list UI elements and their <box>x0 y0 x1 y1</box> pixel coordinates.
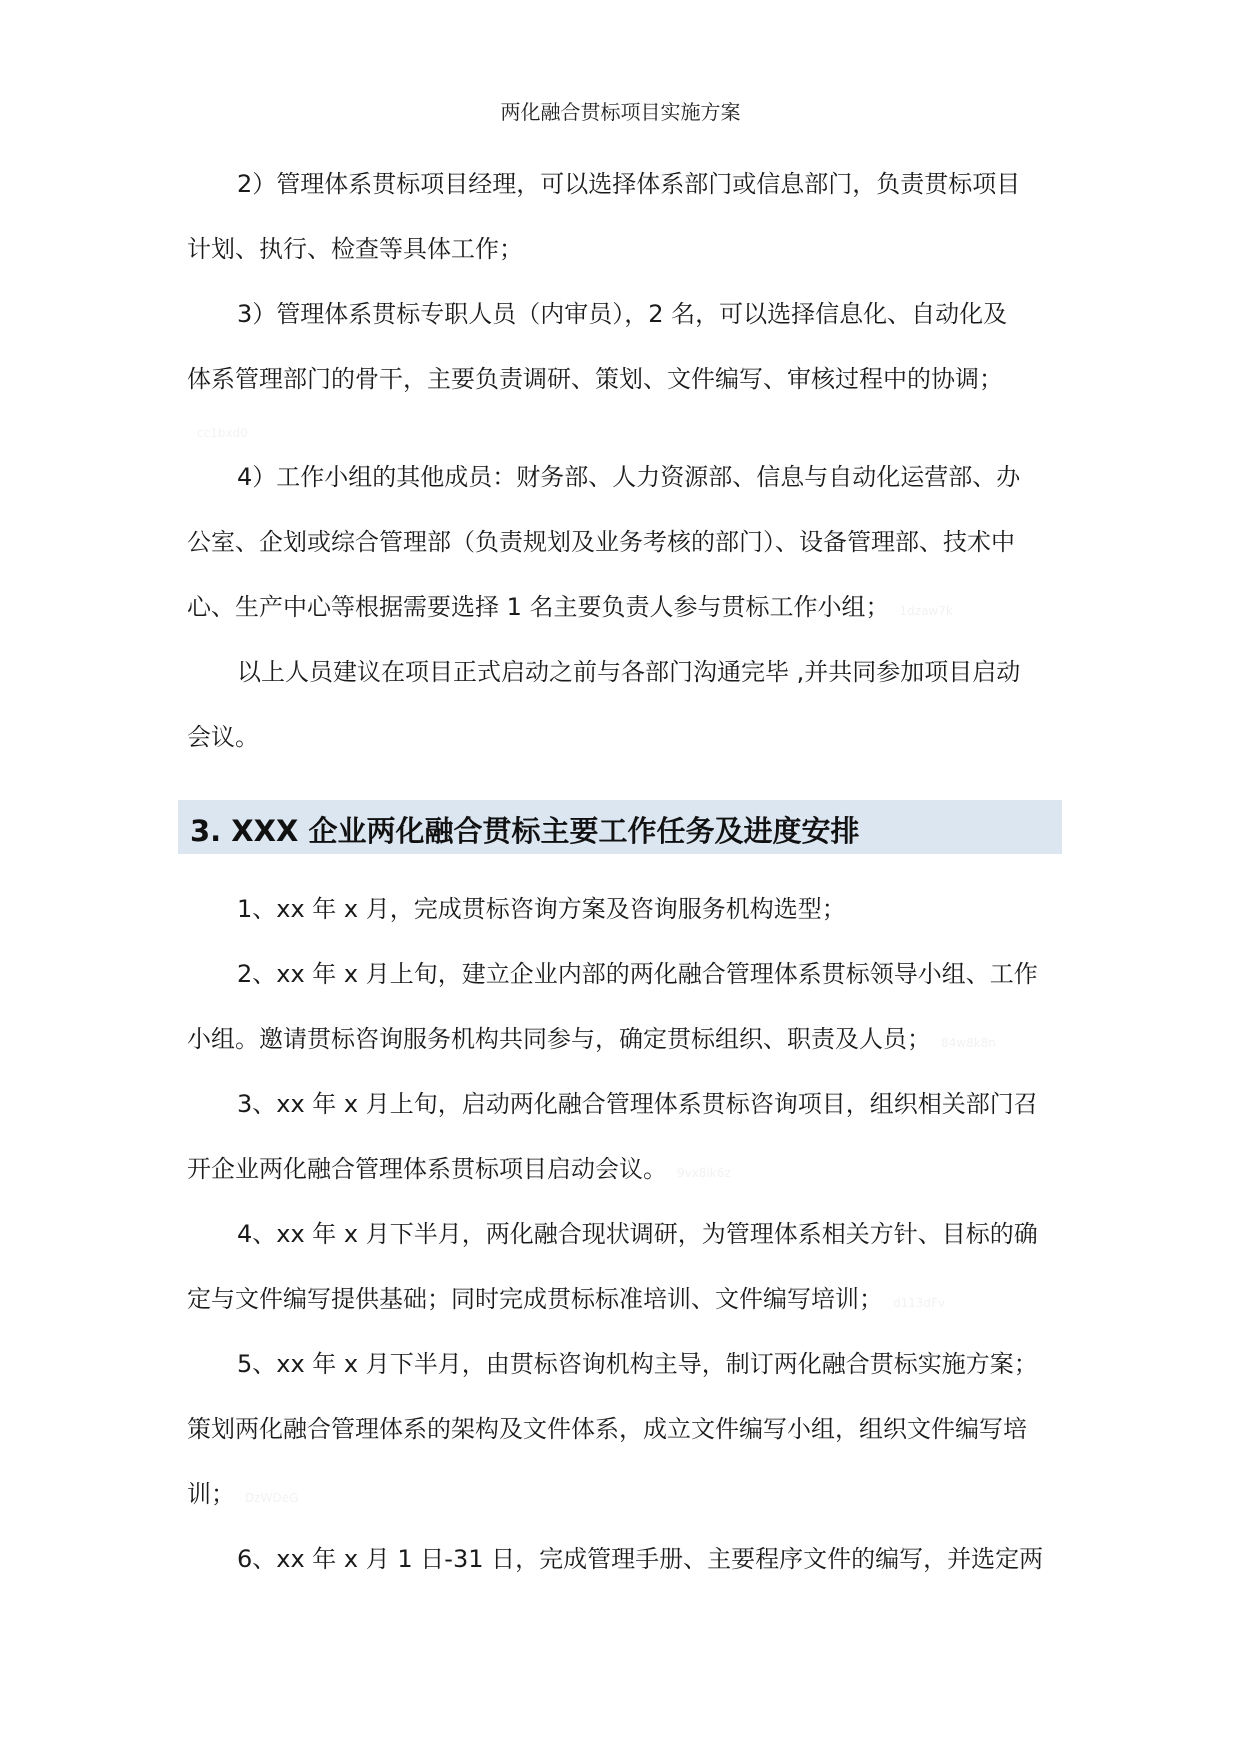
para-summary-line-2: 会议。 <box>187 723 259 751</box>
task-2-line-2 <box>187 1024 996 1058</box>
section-3-heading: 3. XXX 企业两化融合贯标主要工作任务及进度安排 <box>190 814 860 848</box>
para-roles-3-line-1: 3）管理体系贯标专职人员（内审员），2 名，可以选择信息化、自动化及 <box>237 300 1008 328</box>
watermark-code: 84w8k8n <box>941 1036 996 1050</box>
task-5-line-3 <box>187 1479 298 1513</box>
watermark-text <box>187 414 248 448</box>
watermark-code: 9vx8ik6z <box>677 1166 731 1180</box>
section-3-heading-bar <box>178 800 1062 854</box>
task-4-line-2 <box>187 1284 945 1318</box>
task-3-line-1: 3、xx 年 x 月上旬，启动两化融合管理体系贯标咨询项目，组织相关部门召 <box>237 1090 1038 1118</box>
para-roles-2-line-1: 2）管理体系贯标项目经理，可以选择体系部门或信息部门，负责贯标项目 <box>237 170 1021 198</box>
watermark-code: d113dFv <box>893 1296 946 1310</box>
running-header: 两化融合贯标项目实施方案 <box>500 100 741 124</box>
para-roles-4-line-1: 4）工作小组的其他成员：财务部、人力资源部、信息与自动化运营部、办 <box>237 463 1021 491</box>
watermark-code: 1dzaw7k <box>899 604 953 618</box>
task-3-line-2 <box>187 1154 731 1188</box>
para-roles-4-line-2: 公室、企划或综合管理部（负责规划及业务考核的部门）、设备管理部、技术中 <box>187 528 1015 556</box>
task-5-line-2: 策划两化融合管理体系的架构及文件体系，成立文件编写小组，组织文件编写培 <box>187 1415 1027 1443</box>
watermark-code: DzWDeG <box>245 1491 299 1505</box>
task-1-line-1: 1、xx 年 x 月，完成贯标咨询方案及咨询服务机构选型； <box>237 895 846 923</box>
task-4-line-2-text: 定与文件编写提供基础；同时完成贯标标准培训、文件编写培训； <box>187 1285 883 1313</box>
watermark-code: cc1bxd0 <box>197 426 248 440</box>
task-4-line-1: 4、xx 年 x 月下半月，两化融合现状调研，为管理体系相关方针、目标的确 <box>237 1220 1038 1248</box>
para-roles-2-line-2: 计划、执行、检查等具体工作； <box>187 235 523 263</box>
para-roles-4-line-3-text: 心、生产中心等根据需要选择 1 名主要负责人参与贯标工作小组； <box>187 593 890 621</box>
task-2-line-1: 2、xx 年 x 月上旬，建立企业内部的两化融合管理体系贯标领导小组、工作 <box>237 960 1038 988</box>
para-roles-3-line-2: 体系管理部门的骨干，主要负责调研、策划、文件编写、审核过程中的协调； <box>187 365 1003 393</box>
task-2-line-2-text: 小组。邀请贯标咨询服务机构共同参与，确定贯标组织、职责及人员； <box>187 1025 931 1053</box>
task-6-line-1: 6、xx 年 x 月 1 日-31 日，完成管理手册、主要程序文件的编写，并选定两 <box>237 1545 1044 1573</box>
para-summary-line-1: 以上人员建议在项目正式启动之前与各部门沟通完毕 ,并共同参加项目启动 <box>237 658 1021 686</box>
task-5-line-1: 5、xx 年 x 月下半月，由贯标咨询机构主导，制订两化融合贯标实施方案； <box>237 1350 1038 1378</box>
para-roles-4-line-3 <box>187 592 953 626</box>
task-5-line-3-text: 训； <box>187 1480 235 1508</box>
task-3-line-2-text: 开企业两化融合管理体系贯标项目启动会议。 <box>187 1155 667 1183</box>
